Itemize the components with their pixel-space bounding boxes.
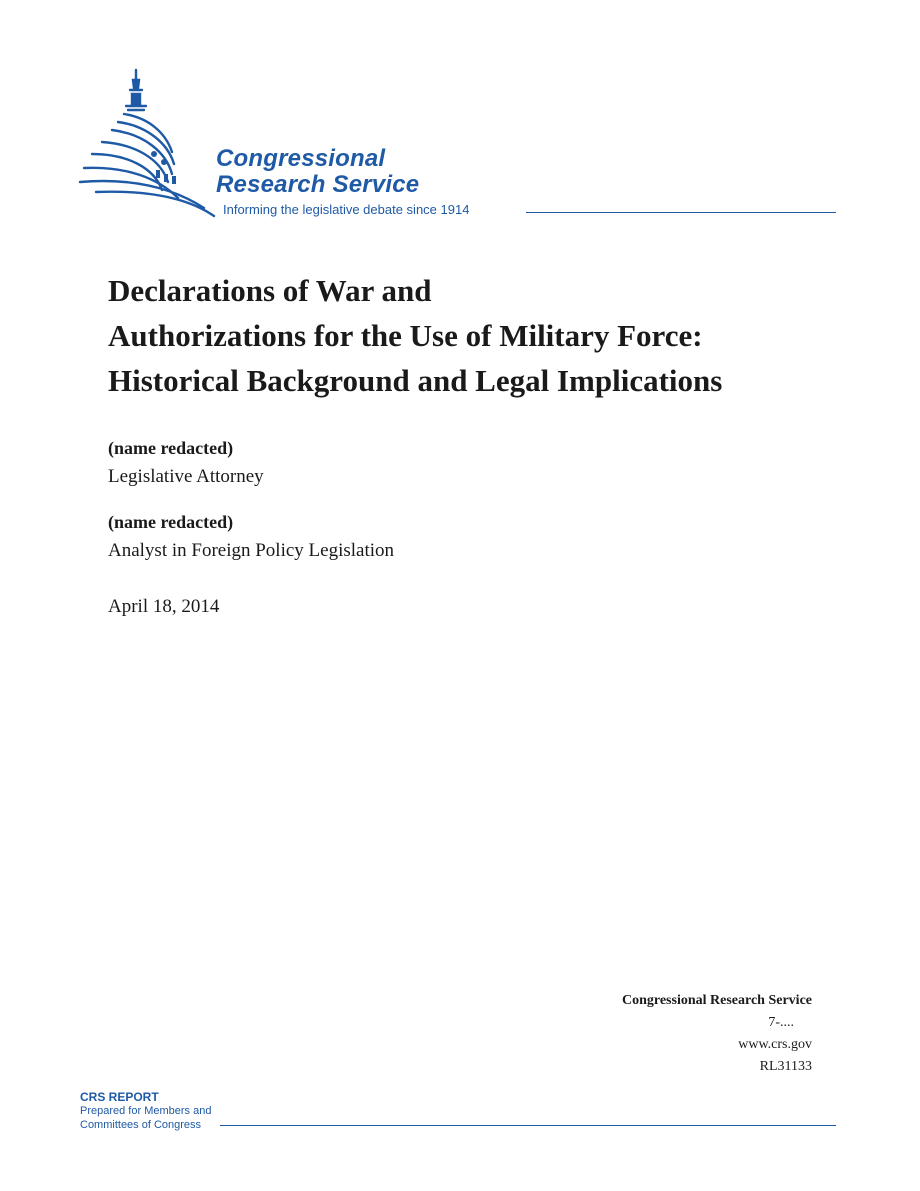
author-2-name: (name redacted) [108, 512, 234, 532]
info-organization: Congressional Research Service [621, 993, 812, 1008]
info-order-code: 7-.... [768, 1015, 794, 1030]
footer-divider [220, 1125, 836, 1126]
org-name [216, 146, 419, 198]
author-2-role: Analyst in Foreign Policy Legislation [108, 540, 395, 561]
title-line-1: Declarations of War and [108, 273, 432, 308]
title-line-2: Authorizations for the Use of Military Force: [108, 318, 703, 353]
crs-report-label [80, 1090, 211, 1132]
author-1-role: Legislative Attorney [108, 466, 264, 487]
tagline: Informing the legislative debate since 1914 [223, 202, 470, 217]
crs-report-line1: Prepared for Members and [80, 1105, 212, 1117]
crs-report-line2: Committees of Congress [80, 1119, 202, 1131]
info-report-number: RL31133 [759, 1059, 812, 1074]
org-name-line1: Congressional [216, 145, 386, 172]
author-1-name: (name redacted) [108, 438, 234, 458]
crs-report-head: CRS REPORT [80, 1090, 159, 1104]
info-website: www.crs.gov [738, 1037, 812, 1052]
org-name-line2: Research Service [216, 171, 420, 198]
report-title [108, 268, 868, 403]
report-info-block [622, 990, 812, 1078]
report-date: April 18, 2014 [108, 596, 220, 617]
title-line-3: Historical Background and Legal Implications [108, 363, 723, 398]
capitol-dome-logo-icon [78, 66, 238, 218]
header-divider [526, 212, 836, 213]
